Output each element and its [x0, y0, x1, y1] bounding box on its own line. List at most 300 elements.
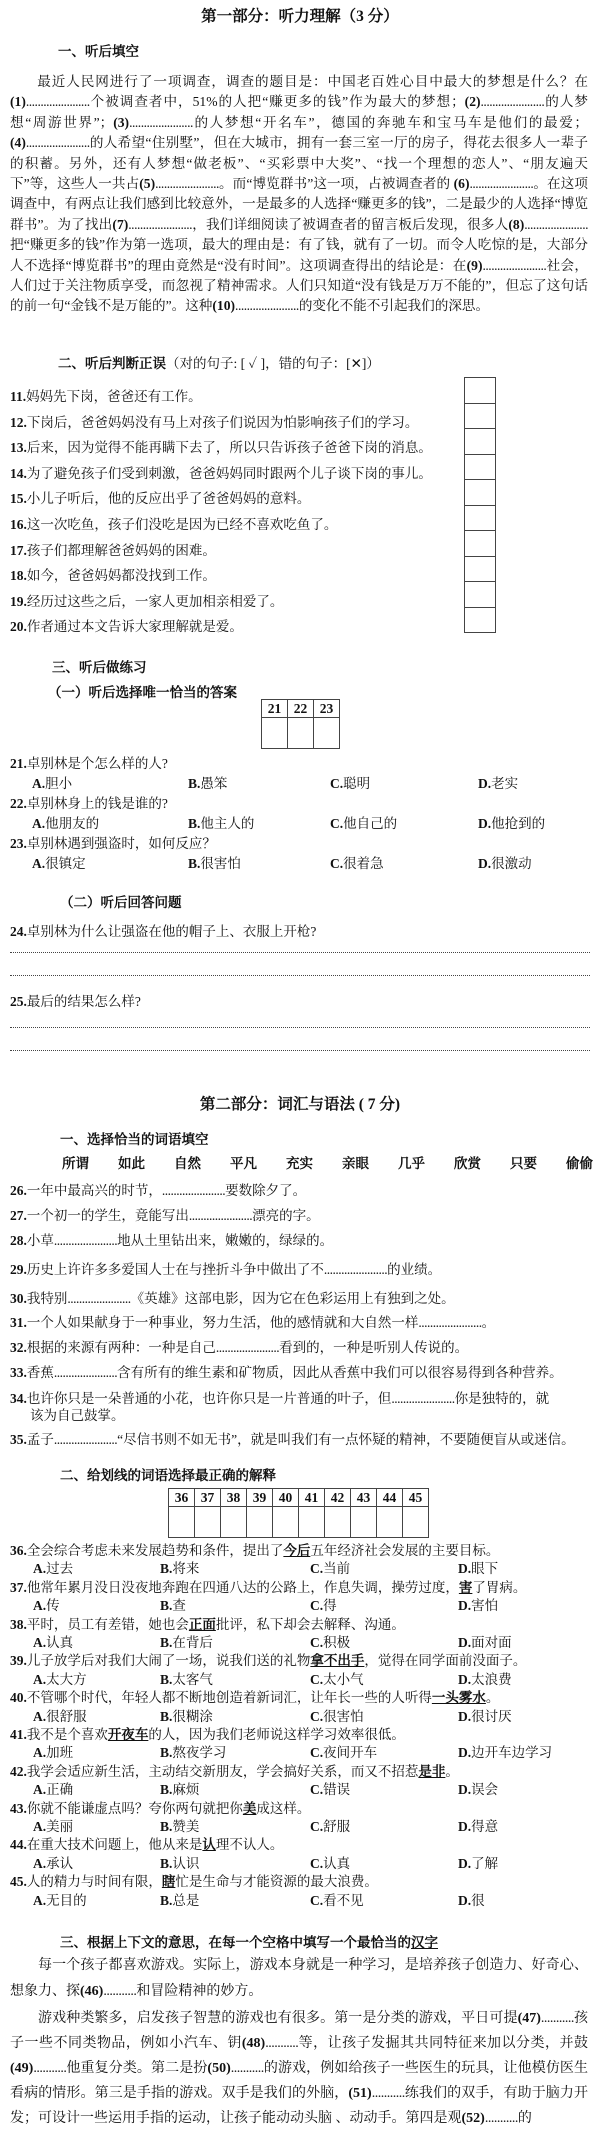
- blank-field[interactable]: [207, 2061, 263, 2076]
- underline-question: [10, 1576, 526, 1596]
- blank-field[interactable]: [10, 2061, 66, 2076]
- column-header: 38: [221, 1489, 247, 1507]
- blank-number: (50): [207, 2061, 231, 2076]
- item-number: 30.: [10, 1291, 27, 1306]
- option-text: 他主人的: [200, 816, 255, 831]
- blank-field[interactable]: [242, 2036, 298, 2051]
- open-question: [10, 920, 316, 940]
- option[interactable]: [160, 1778, 199, 1798]
- underline-question: [10, 1833, 283, 1853]
- option[interactable]: [33, 1557, 73, 1577]
- option-letter: B.: [160, 1855, 173, 1871]
- answer-cell[interactable]: [351, 1507, 377, 1538]
- column-header: 42: [325, 1489, 351, 1507]
- question-number: 24.: [10, 924, 27, 939]
- passage-text: 和冒险精神的妙方。: [136, 1984, 263, 1999]
- question-text: 他常年累月没日没夜地奔跑在四通八达的公路上，作息失调，操劳过度，: [26, 1579, 459, 1595]
- option[interactable]: [32, 812, 99, 832]
- passage-text: 游戏种类繁多，启发孩子智慧的游戏也有很多。第一是分类的游戏，平日可提: [38, 2011, 518, 2026]
- blank-number: (1): [10, 94, 26, 110]
- option-text: 很镇定: [45, 856, 86, 871]
- item-text: 漂亮的字。: [252, 1208, 320, 1223]
- section-heading: 一、听后填空: [58, 44, 139, 59]
- option[interactable]: [160, 1889, 199, 1909]
- heading-underlined: 汉字: [411, 1935, 438, 1950]
- question-text: 卓别林遇到强盗时，如何反应？: [26, 836, 216, 851]
- blank-dots: ...........: [33, 2061, 67, 2076]
- item-text: 如今，爸爸妈妈都没找到工作。: [26, 568, 216, 584]
- option[interactable]: [330, 852, 384, 872]
- blank-dots: ......................: [129, 114, 193, 130]
- option[interactable]: [458, 1557, 498, 1577]
- passage-text: 的游戏，例如给孩子一些医生的玩具，让他模仿医生看病的情形。第三是手指的游戏。双手是我们的外脑，: [10, 2061, 589, 2101]
- answer-line[interactable]: [10, 1050, 590, 1051]
- option-letter: A.: [33, 1782, 47, 1798]
- answer-cell[interactable]: [247, 1507, 273, 1538]
- blank-field[interactable]: [467, 258, 547, 273]
- blank-number: (47): [517, 2011, 541, 2026]
- blank-dots: ......................: [235, 298, 299, 314]
- underlined-word: 开夜车: [107, 1727, 149, 1742]
- option-letter: A.: [32, 856, 46, 871]
- underlined-word: 一头雾水: [431, 1690, 486, 1706]
- question-number: 40.: [10, 1690, 27, 1706]
- item-number: 35.: [10, 1432, 27, 1447]
- option-text: 了解: [471, 1855, 499, 1871]
- option[interactable]: [188, 772, 227, 792]
- option[interactable]: [310, 1705, 364, 1725]
- option[interactable]: [33, 1778, 73, 1798]
- blank-dots: ......................: [25, 135, 90, 151]
- option-text: 认识: [172, 1855, 200, 1871]
- blank-field[interactable]: ......................: [215, 1340, 280, 1355]
- question-text: 忙是生命与才能资源的最大浪费。: [175, 1874, 378, 1890]
- option[interactable]: [310, 1557, 350, 1577]
- option-text: 太大方: [46, 1671, 87, 1687]
- option[interactable]: [160, 1557, 199, 1577]
- blank-field[interactable]: [518, 2011, 574, 2026]
- option[interactable]: [458, 1668, 512, 1688]
- item-number: 33.: [10, 1365, 27, 1380]
- option-text: 无目的: [46, 1892, 87, 1908]
- blank-field[interactable]: ......................: [418, 1315, 482, 1330]
- option[interactable]: [160, 1741, 226, 1761]
- blank-number: (51): [348, 2086, 372, 2101]
- blank-field[interactable]: [508, 217, 588, 232]
- item-text: 作者通过本文告诉大家理解就是爱。: [26, 619, 243, 635]
- option-letter: D.: [458, 1598, 472, 1614]
- fill-in-item: [10, 1311, 495, 1331]
- option-letter: C.: [310, 1855, 324, 1871]
- blank-number: (6): [453, 176, 470, 192]
- option-letter: D.: [458, 1819, 472, 1834]
- column-header: 21: [262, 700, 288, 718]
- option-text: 舒服: [323, 1819, 351, 1834]
- passage-2-paragraph-2: [10, 2006, 588, 2131]
- column-header: 39: [247, 1489, 273, 1507]
- answer-box[interactable]: [464, 403, 496, 430]
- question-text: 的人，因为我们老师说这样学习效率很低。: [148, 1727, 405, 1742]
- fill-in-item: [10, 1336, 468, 1356]
- blank-number: (8): [508, 216, 525, 232]
- question-number: 22.: [10, 796, 27, 811]
- option[interactable]: [32, 852, 86, 872]
- column-header: 44: [377, 1489, 403, 1507]
- question-number: 45.: [10, 1874, 27, 1890]
- option-letter: B.: [188, 776, 201, 791]
- blank-field[interactable]: ......................: [67, 1291, 131, 1306]
- option-letter: B.: [160, 1598, 173, 1614]
- question-text: 。: [485, 1690, 500, 1706]
- section-heading: 一、选择恰当的词语填空: [60, 1132, 209, 1147]
- blank-field[interactable]: [212, 298, 298, 313]
- option[interactable]: [160, 1668, 213, 1688]
- blank-field[interactable]: [80, 1984, 136, 1999]
- judgment-item: [10, 615, 243, 635]
- option-text: 他抢到的: [491, 816, 546, 831]
- blank-dots: ......................: [128, 216, 193, 232]
- option-letter: A.: [33, 1819, 47, 1834]
- option[interactable]: [458, 1741, 552, 1761]
- column-header: 45: [403, 1489, 429, 1507]
- question-number: 23.: [10, 836, 27, 851]
- option[interactable]: [478, 852, 532, 872]
- blank-dots: ......................: [469, 176, 534, 192]
- question-text: 了胃病。: [472, 1579, 527, 1595]
- answer-box[interactable]: [464, 530, 496, 557]
- blank-field[interactable]: ......................: [53, 1432, 118, 1447]
- option-letter: D.: [458, 1745, 472, 1761]
- option[interactable]: [458, 1815, 498, 1835]
- blank-field[interactable]: ......................: [323, 1262, 388, 1277]
- option-letter: D.: [458, 1708, 472, 1724]
- option-letter: B.: [160, 1745, 173, 1761]
- option-text: 正确: [46, 1782, 74, 1798]
- option-text: 很讨厌: [471, 1708, 512, 1724]
- option[interactable]: [188, 812, 254, 832]
- option-text: 看不见: [323, 1892, 364, 1908]
- answer-box[interactable]: [464, 428, 496, 455]
- section-heading: 二、给划线的词语选择最正确的解释: [60, 1468, 276, 1483]
- answer-line[interactable]: [10, 1027, 590, 1028]
- option-letter: A.: [33, 1708, 47, 1724]
- option-letter: A.: [32, 816, 46, 831]
- item-text: 根据的来源有两种：一种是自己: [26, 1340, 216, 1355]
- answer-cell[interactable]: [377, 1507, 403, 1538]
- option[interactable]: [310, 1668, 364, 1688]
- blank-field[interactable]: ......................: [161, 1183, 226, 1198]
- option-text: 很害怕: [323, 1708, 364, 1724]
- blank-dots: ......................: [480, 94, 545, 110]
- heading-text: 三、根据上下文的意思，在每一个空格中填写一个最恰当的: [60, 1935, 411, 1950]
- option-text: 美丽: [46, 1819, 74, 1834]
- header-row: [169, 1489, 429, 1507]
- question-text: 不管哪个时代，年轻人都不断地创造着新词汇，让年长一些的人听得: [26, 1690, 432, 1706]
- answer-cell[interactable]: [273, 1507, 299, 1538]
- underline-question: [10, 1649, 526, 1669]
- word-bank-item: 平凡: [230, 1156, 257, 1171]
- passage-text: 社会，人们过于关注物质享受，而忽视了精神需求。人们只知道“没有钱是万万不能的”，但忘了这句话的前一句“金钱不是万能的”。这种: [10, 257, 588, 314]
- option-letter: C.: [310, 1671, 324, 1687]
- option[interactable]: [160, 1815, 199, 1835]
- option[interactable]: [160, 1852, 199, 1872]
- answer-line[interactable]: [10, 975, 590, 976]
- option-letter: C.: [330, 776, 344, 791]
- option[interactable]: [33, 1889, 87, 1909]
- item-text: 地从土里钻出来，嫩嫩的，绿绿的。: [117, 1233, 334, 1248]
- question-number: 38.: [10, 1616, 27, 1632]
- option-letter: B.: [188, 816, 201, 831]
- item-number: 14.: [10, 465, 27, 481]
- option[interactable]: [310, 1815, 350, 1835]
- option-text: 边开车边学习: [471, 1745, 553, 1761]
- blank-dots: ......................: [155, 176, 219, 192]
- option-text: 在背后: [172, 1635, 213, 1650]
- passage-text: 最近人民网进行了一项调查，调查的题目是：中国老百姓心目中最大的梦想是什么？在: [37, 74, 588, 89]
- passage-text: 等，让孩子发掘其共同特征来加以分类，并鼓: [298, 2036, 589, 2051]
- underline-question: [10, 1797, 310, 1817]
- blank-number: (46): [80, 1984, 104, 1999]
- option[interactable]: [33, 1668, 87, 1688]
- option[interactable]: [33, 1852, 73, 1872]
- answer-cell[interactable]: [299, 1507, 325, 1538]
- column-header: 40: [273, 1489, 299, 1507]
- option-letter: D.: [478, 816, 492, 831]
- blank-field[interactable]: [10, 135, 90, 150]
- option[interactable]: [458, 1705, 512, 1725]
- answer-box[interactable]: [464, 479, 496, 506]
- option[interactable]: [478, 812, 545, 832]
- column-header: 22: [288, 700, 314, 718]
- option-letter: D.: [458, 1635, 472, 1650]
- open-question: [10, 990, 141, 1010]
- option-letter: C.: [330, 856, 344, 871]
- fill-in-item: [10, 1287, 455, 1307]
- item-text: “尽信书则不如无书”，就是叫我们有一点怀疑的精神，不要随便盲从或迷信。: [117, 1432, 575, 1447]
- passage-2-paragraph-1: [10, 1953, 588, 2005]
- question-text: 儿子放学后对我们大闹了一场，说我们送的礼物: [26, 1653, 311, 1669]
- item-number: 20.: [10, 619, 27, 635]
- item-text: 为了避免孩子们受到刺激，爸爸妈妈同时跟两个儿子谈下岗的事儿。: [26, 465, 432, 481]
- answer-cell[interactable]: [314, 718, 340, 749]
- option-letter: A.: [33, 1671, 47, 1687]
- question-text: ，觉得在同学面前没面子。: [364, 1653, 527, 1669]
- option-text: 很糊涂: [172, 1708, 213, 1724]
- answer-cell[interactable]: [403, 1507, 429, 1538]
- option-letter: A.: [33, 1635, 47, 1650]
- blank-field[interactable]: [139, 176, 219, 191]
- option[interactable]: [188, 852, 241, 872]
- section-heading: 三、听后做练习: [52, 660, 147, 675]
- word-bank-item: 充实: [286, 1156, 313, 1171]
- option[interactable]: [310, 1778, 350, 1798]
- column-header: 23: [314, 700, 340, 718]
- underlined-word: 美: [242, 1800, 257, 1816]
- item-text: 一年中最高兴的时节，: [26, 1183, 162, 1198]
- item-number: 31.: [10, 1315, 27, 1330]
- word-bank-item: 亲眼: [342, 1156, 369, 1171]
- option[interactable]: [478, 772, 518, 792]
- word-bank-item: 如此: [118, 1156, 145, 1171]
- option-text: 很着急: [343, 856, 384, 871]
- option-letter: C.: [310, 1892, 324, 1908]
- item-text: 妈妈先下岗，爸爸还有工作。: [26, 389, 202, 404]
- blank-field[interactable]: [454, 176, 534, 191]
- item-text: 小草: [26, 1233, 54, 1248]
- blank-field[interactable]: ......................: [53, 1365, 118, 1380]
- underlined-word: 今后: [283, 1543, 311, 1558]
- option-text: 认真: [46, 1635, 74, 1650]
- question-text: 卓别林身上的钱是谁的?: [26, 796, 168, 811]
- blank-number: (52): [461, 2111, 485, 2126]
- option-letter: B.: [160, 1819, 173, 1834]
- fill-in-item: [10, 1258, 441, 1278]
- option[interactable]: [310, 1741, 377, 1761]
- option-letter: D.: [478, 856, 492, 871]
- blank-number: (2): [464, 94, 481, 110]
- option-letter: B.: [160, 1892, 173, 1908]
- column-header: 43: [351, 1489, 377, 1507]
- question-text: 最后的结果怎么样?: [26, 994, 141, 1009]
- option[interactable]: [310, 1852, 350, 1872]
- judgment-item: [10, 462, 432, 482]
- answer-box[interactable]: [464, 454, 496, 481]
- answer-cell[interactable]: [169, 1507, 195, 1538]
- option[interactable]: [33, 1705, 87, 1725]
- option-text: 熬夜学习: [172, 1745, 227, 1761]
- blank-field[interactable]: [348, 2086, 404, 2101]
- blank-field[interactable]: ......................: [391, 1391, 455, 1406]
- item-text: 也许你只是一朵普通的小花，也许你只是一片普通的叶子，但: [26, 1391, 392, 1406]
- judgment-item: [10, 411, 418, 431]
- option-letter: A.: [33, 1598, 47, 1614]
- option[interactable]: [160, 1594, 186, 1614]
- option-text: 太小气: [323, 1671, 364, 1687]
- option-letter: D.: [458, 1671, 472, 1687]
- blank-number: (10): [212, 298, 236, 314]
- option-letter: D.: [458, 1782, 472, 1798]
- option-letter: C.: [310, 1782, 324, 1798]
- answer-box[interactable]: [464, 377, 496, 404]
- question-text: 五年经济社会发展的主要目标。: [310, 1543, 500, 1558]
- blank-field[interactable]: [112, 217, 192, 232]
- option[interactable]: [33, 1594, 60, 1614]
- underlined-word: 正面: [188, 1616, 216, 1632]
- answer-cell[interactable]: [325, 1507, 351, 1538]
- option[interactable]: [310, 1889, 364, 1909]
- option[interactable]: [32, 772, 72, 792]
- option-letter: B.: [160, 1635, 173, 1650]
- judgment-item: [10, 513, 337, 533]
- passage-text: ，我们详细阅读了被调查者的留言板后发现，很多人: [192, 216, 509, 232]
- item-number: 15.: [10, 491, 27, 507]
- answer-box[interactable]: [464, 581, 496, 608]
- answer-cell[interactable]: [221, 1507, 247, 1538]
- word-bank: [62, 1152, 600, 1172]
- option-letter: C.: [310, 1745, 324, 1761]
- option[interactable]: [458, 1594, 498, 1614]
- underline-question: [10, 1613, 405, 1633]
- option-text: 承认: [46, 1855, 74, 1871]
- blank-number: (48): [241, 2036, 266, 2051]
- fill-in-item: [10, 1361, 563, 1381]
- question-text: 你就不能谦虚点吗？夸你两句就把你: [26, 1800, 243, 1816]
- answer-box[interactable]: [464, 556, 496, 583]
- blank-field[interactable]: ......................: [188, 1208, 253, 1223]
- answer-box[interactable]: [464, 607, 496, 634]
- option[interactable]: [33, 1815, 73, 1835]
- item-number: 11.: [10, 389, 27, 404]
- option[interactable]: [160, 1631, 213, 1651]
- blank-field[interactable]: ......................: [53, 1233, 118, 1248]
- answer-cell[interactable]: [195, 1507, 221, 1538]
- blank-field[interactable]: [113, 115, 193, 130]
- blank-number: (5): [139, 176, 156, 192]
- answer-cell[interactable]: [262, 718, 288, 749]
- item-number: 26.: [10, 1183, 27, 1198]
- option[interactable]: [33, 1741, 73, 1761]
- item-number: 17.: [10, 542, 27, 558]
- blank-dots: ...........: [103, 1984, 137, 1999]
- blank-field[interactable]: [462, 2111, 518, 2126]
- option[interactable]: [330, 812, 397, 832]
- item-text: 孩子们都理解爸爸妈妈的困难。: [26, 542, 216, 558]
- option[interactable]: [458, 1631, 512, 1651]
- question-text: 理不认人。: [215, 1837, 284, 1853]
- answer-row: [169, 1507, 429, 1538]
- option-text: 他自己的: [343, 816, 398, 831]
- option[interactable]: [458, 1852, 498, 1872]
- option[interactable]: [33, 1631, 73, 1651]
- answer-box[interactable]: [464, 505, 496, 532]
- passage-text: 把“赚更多的钱”作为第一选项，最大的理由是：有了钱，就有了一切。而令人吃惊的是，大部分人不选择“博览群书”的理由竟然是“没有时间”。这项调查得出的结论是：在: [10, 237, 588, 273]
- option-letter: D.: [478, 776, 492, 791]
- option-text: 聪明: [343, 776, 371, 791]
- question-number: 43.: [10, 1800, 27, 1816]
- option[interactable]: [458, 1778, 498, 1798]
- option-text: 得: [323, 1598, 337, 1614]
- item-text: 香蕉: [26, 1365, 54, 1380]
- option-letter: C.: [310, 1598, 324, 1614]
- answer-cell[interactable]: [288, 718, 314, 749]
- heading-note: （对的句子: [ ✓ ]，错的句子：[✕]）: [166, 356, 380, 371]
- underline-question: [10, 1539, 499, 1559]
- item-text: 看到的，一种是听别人传说的。: [279, 1340, 469, 1355]
- option[interactable]: [458, 1889, 485, 1909]
- passage-text: 。而“博览群书”这一项，占被调查者的: [218, 176, 454, 192]
- blank-field[interactable]: [10, 94, 90, 109]
- subsection-heading: （二）听后回答问题: [60, 895, 182, 910]
- underline-question: [10, 1760, 459, 1780]
- blank-field[interactable]: [465, 94, 545, 109]
- answer-line[interactable]: [10, 952, 590, 953]
- option[interactable]: [310, 1631, 350, 1651]
- passage-text: 每一个孩子都喜欢游戏。实际上，游戏本身就是一种学习，是培养孩子创造力、好奇心、想象力、探: [10, 1958, 588, 1999]
- item-text: 后来，因为觉得不能再瞒下去了，所以只告诉孩子爸爸下岗的消息。: [26, 440, 432, 456]
- option[interactable]: [310, 1594, 337, 1614]
- judgment-item: [10, 590, 283, 610]
- option[interactable]: [330, 772, 370, 792]
- option[interactable]: [160, 1705, 213, 1725]
- blank-dots: ......................: [524, 216, 588, 232]
- passage-text: 孩子一些不同类物品，例如小汽车、钥: [10, 2011, 589, 2051]
- option-text: 很害怕: [200, 856, 241, 871]
- option-text: 加班: [46, 1745, 74, 1761]
- word-bank-item: 自然: [174, 1156, 201, 1171]
- underlined-word: 害: [458, 1579, 473, 1595]
- option-text: 很舒服: [46, 1708, 87, 1724]
- fill-in-item: [10, 1179, 306, 1199]
